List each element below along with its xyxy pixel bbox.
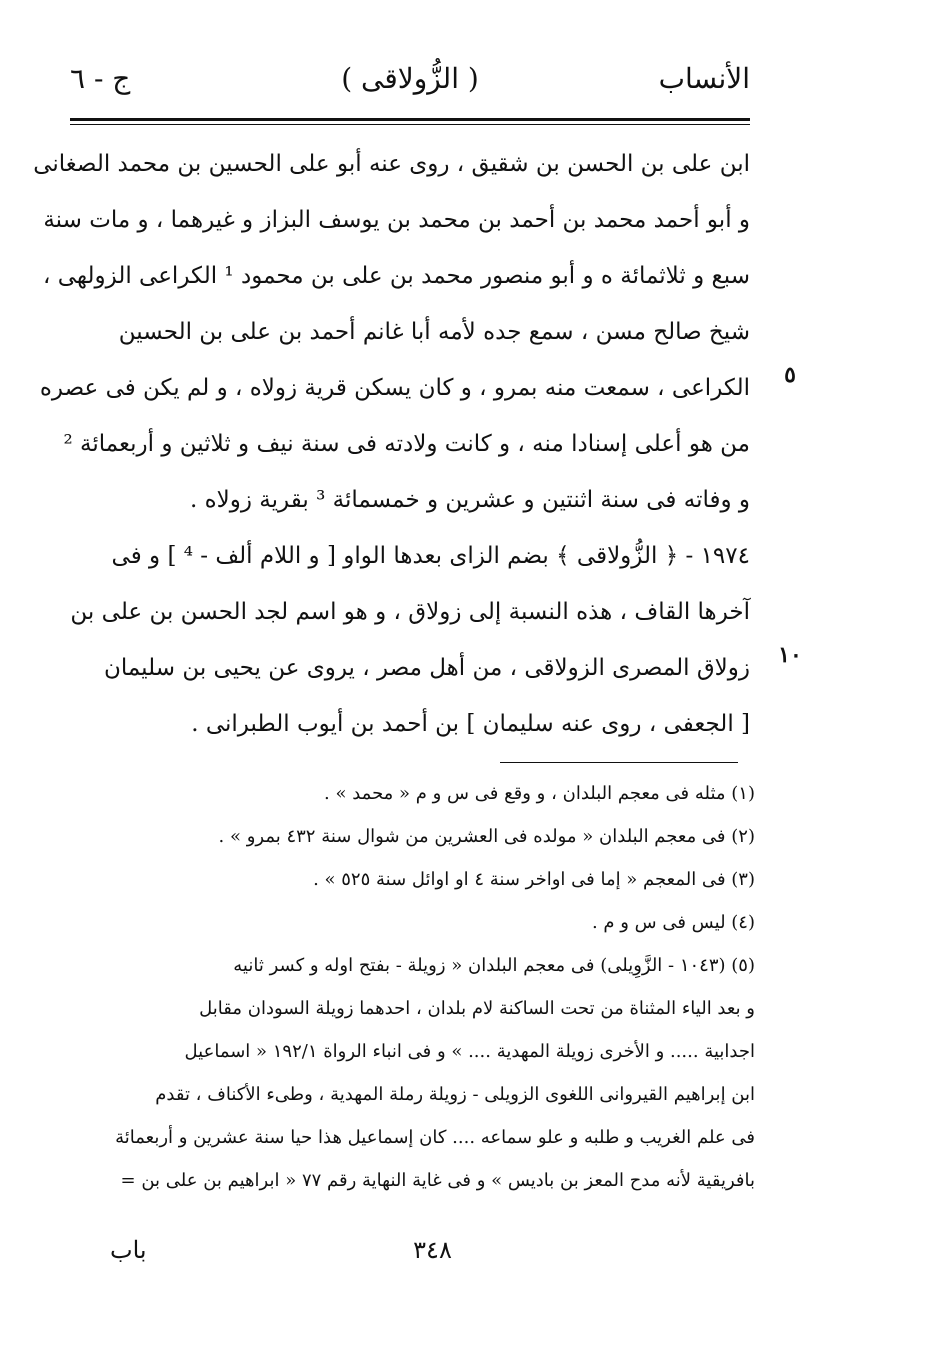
header-entry-title: ( الزُّولاقى ) — [341, 62, 479, 95]
text-line: [ الجعفى ، روى عنه سليمان ] بن أحمد بن أيوب الطبرانى . — [191, 711, 750, 737]
footnotes — [95, 772, 755, 1202]
header-rule-thin — [70, 124, 750, 125]
footnote: (٢) فى معجم البلدان « مولده فى العشرين من شوال سنة ٤٣٢ بمرو » . — [218, 826, 755, 847]
page-number: ٣٤٨ — [413, 1236, 452, 1264]
text-line: زولاق المصرى الزولاقى ، من أهل مصر ، يروى عن يحيى بن سليمان — [103, 655, 750, 681]
text-line: و أبو أحمد محمد بن أحمد بن محمد بن يوسف البزاز و غيرهما ، و مات سنة — [43, 207, 750, 233]
text-line: الكراعى ، سمعت منه بمرو ، و كان يسكن قرية زولاه ، و لم يكن فى عصره — [39, 375, 750, 401]
footnote: (١) مثله فى معجم البلدان ، و وقع فى س و م « محمد » . — [324, 783, 755, 804]
margin-line-number-10: ١٠ — [778, 642, 802, 668]
text-line: آخرها القاف ، هذه النسبة إلى زولاق ، و هو اسم لجد الحسن بن على بن — [70, 599, 750, 625]
header-section-title: الأنساب — [658, 62, 750, 95]
footnote-continuation: اجدابية ..... و الأخرى زويلة المهدية .... » و فى انباء الرواة ١٩٢/١ « اسماعيل — [184, 1041, 755, 1062]
header-volume: ج - ٦ — [70, 62, 131, 95]
footnote-continuation: فى علم الغريب و طلبه و علو سماعه .... كان إسماعيل هذا حيا سنة عشرين و أربعمائة — [115, 1127, 755, 1148]
running-header — [70, 62, 750, 106]
entry-heading-line: ١٩٧٤ - ﴿ الزُّولاقى ﴾ بضم الزاى بعدها الواو [ و اللام ألف - ⁴ ] و فى — [111, 543, 750, 569]
footnote: (٤) ليس فى س و م . — [591, 912, 755, 933]
footnote: (٥) (١٠٤٣ - الزَّوِيلى) فى معجم البلدان « زويلة - بفتح اوله و كسر ثانيه — [233, 955, 755, 976]
footnote: (٣) فى المعجم « إما فى اواخر سنة ٤ او اوائل سنة ٥٢٥ » . — [313, 869, 755, 890]
text-line: ابن على بن الحسن بن شقيق ، روى عنه أبو على الحسين بن محمد الصغانى — [33, 151, 750, 177]
footnote-continuation: و بعد الياء المثناة من تحت الساكنة لام بلدان ، احدهما زويلة السودان مقابل — [199, 998, 755, 1019]
footnote-continuation: ابن إبراهيم القيروانى اللغوى الزويلى - زويلة رملة المهدية ، وطىء الأكناف ، تقدم — [155, 1084, 755, 1105]
footnote-separator — [500, 762, 738, 763]
header-rule-thick — [70, 118, 750, 121]
main-text — [33, 136, 750, 752]
text-line: من هو أعلى إسنادا منه ، و كانت ولادته فى سنة نيف و ثلاثين و أربعمائة ² — [63, 431, 750, 457]
text-line: و وفاته فى سنة اثنتين و عشرين و خمسمائة ³ بقرية زولاه . — [189, 487, 750, 513]
margin-line-number-5: ٥ — [784, 362, 796, 388]
text-line: شيخ صالح مسن ، سمع جده لأمه أبا غانم أحمد بن على بن الحسين — [118, 319, 750, 345]
text-line: سبع و ثلاثمائة ه و أبو منصور محمد بن على بن محمود ¹ الكراعى الزولهى ، — [43, 263, 750, 289]
page-footer — [110, 1236, 755, 1276]
catchword: باب — [110, 1236, 147, 1264]
footnote-continuation: بافريقية لأنه مدح المعز بن باديس » و فى غاية النهاية رقم ٧٧ « ابراهيم بن على بن = — [120, 1170, 755, 1191]
